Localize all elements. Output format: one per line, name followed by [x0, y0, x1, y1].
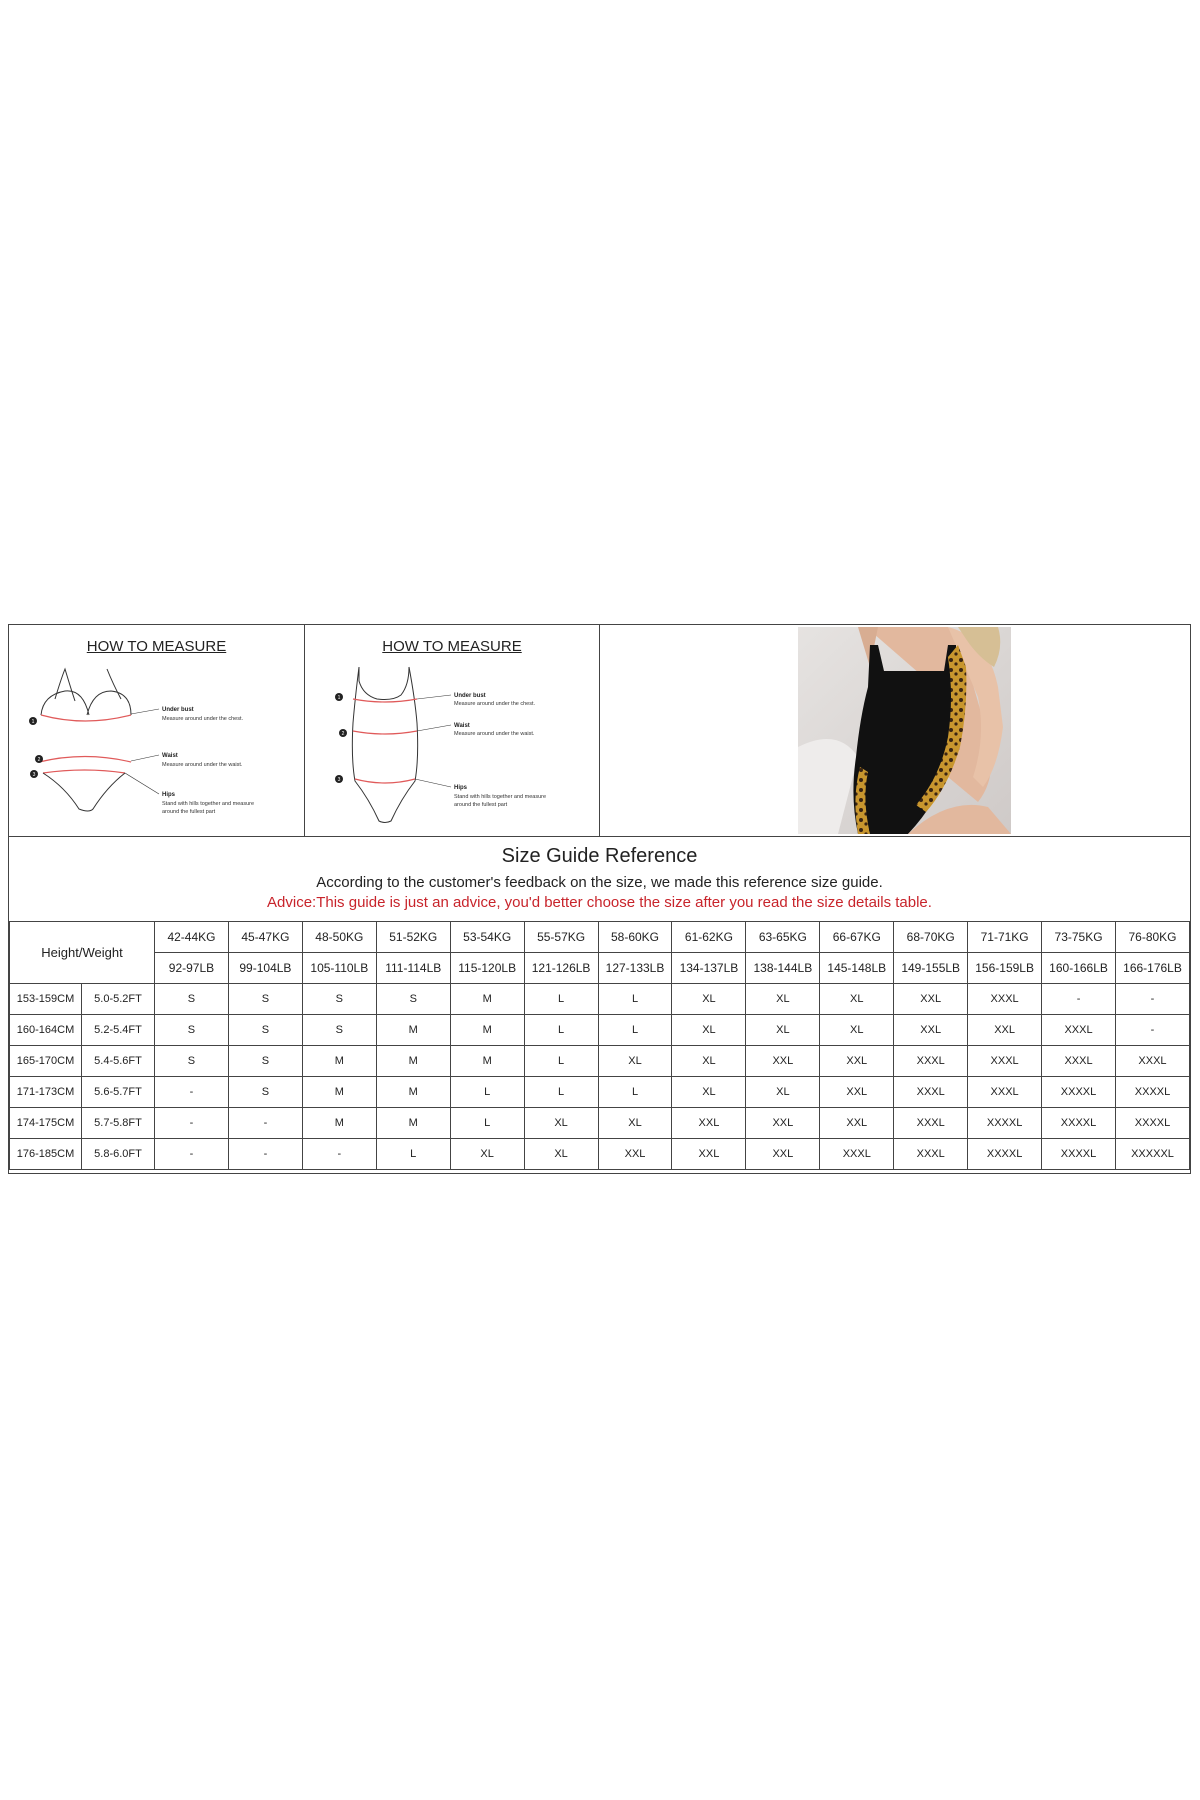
height-cm-cell: 171-173CM — [10, 1077, 82, 1108]
size-cell: M — [302, 1077, 376, 1108]
size-cell: - — [155, 1108, 229, 1139]
label-under-bust-desc: Measure around under the chest. — [454, 701, 536, 707]
table-row — [10, 1139, 1190, 1170]
weight-lb-header: 121-126LB — [524, 953, 598, 984]
weight-kg-header: 48-50KG — [302, 922, 376, 953]
size-cell: XL — [746, 1015, 820, 1046]
size-cell: XXXXL — [1116, 1108, 1190, 1139]
size-cell: - — [228, 1108, 302, 1139]
size-cell: XXL — [672, 1108, 746, 1139]
weight-lb-header: 92-97LB — [155, 953, 229, 984]
size-cell: S — [228, 1015, 302, 1046]
weight-kg-header: 51-52KG — [376, 922, 450, 953]
size-cell: L — [450, 1077, 524, 1108]
label-hips-desc-1: Stand with hills together and measure — [162, 801, 255, 807]
size-cell: - — [1116, 984, 1190, 1015]
label-under-bust: Under bust — [162, 707, 194, 713]
size-cell: XXXL — [1042, 1015, 1116, 1046]
table-row — [10, 1046, 1190, 1077]
measure-panel-bikini — [9, 625, 305, 836]
size-cell: S — [302, 1015, 376, 1046]
height-cm-cell: 176-185CM — [10, 1139, 82, 1170]
size-cell: XXXXXL — [1116, 1139, 1190, 1170]
size-cell: L — [524, 1077, 598, 1108]
weight-lb-header: 166-176LB — [1116, 953, 1190, 984]
size-cell: XXL — [894, 1015, 968, 1046]
size-cell: XL — [598, 1046, 672, 1077]
label-waist-desc: Measure around under the waist. — [454, 731, 535, 737]
guide-advice: Advice:This guide is just an advice, you'd better choose the size after you read the size details table. — [267, 894, 932, 911]
size-cell: XL — [746, 984, 820, 1015]
size-cell: M — [376, 1077, 450, 1108]
size-cell: XXXL — [820, 1139, 894, 1170]
table-row — [10, 984, 1190, 1015]
table-row — [10, 1077, 1190, 1108]
weight-lb-header: 127-133LB — [598, 953, 672, 984]
panel-title: HOW TO MEASURE — [382, 638, 522, 655]
size-cell: M — [450, 1046, 524, 1077]
height-ft-cell: 5.6-5.7FT — [82, 1077, 155, 1108]
size-cell: XL — [598, 1108, 672, 1139]
weight-kg-header: 71-71KG — [968, 922, 1042, 953]
size-cell: S — [228, 984, 302, 1015]
size-cell: S — [228, 1046, 302, 1077]
weight-kg-header: 42-44KG — [155, 922, 229, 953]
weight-lb-header: 156-159LB — [968, 953, 1042, 984]
size-cell: XXL — [672, 1139, 746, 1170]
header-row-kg — [10, 922, 1190, 953]
weight-kg-header: 73-75KG — [1042, 922, 1116, 953]
size-cell: - — [228, 1139, 302, 1170]
table-row — [10, 1015, 1190, 1046]
size-cell: XXXL — [1116, 1046, 1190, 1077]
size-cell: XL — [672, 1077, 746, 1108]
size-cell: M — [376, 1046, 450, 1077]
size-cell: XXXL — [894, 1108, 968, 1139]
weight-lb-header: 160-166LB — [1042, 953, 1116, 984]
size-cell: XXXL — [894, 1046, 968, 1077]
one-piece-diagram-icon — [305, 659, 600, 834]
marker-3: 3 — [337, 777, 341, 783]
size-cell: M — [450, 984, 524, 1015]
size-cell: XXL — [746, 1139, 820, 1170]
size-cell: S — [155, 984, 229, 1015]
size-cell: M — [302, 1108, 376, 1139]
marker-3: 3 — [32, 772, 36, 778]
label-hips: Hips — [162, 792, 176, 798]
measure-panel-one-piece — [305, 625, 600, 836]
height-cm-cell: 153-159CM — [10, 984, 82, 1015]
marker-1: 1 — [31, 719, 35, 725]
weight-lb-header: 134-137LB — [672, 953, 746, 984]
size-cell: XXL — [820, 1108, 894, 1139]
size-cell: XL — [672, 1015, 746, 1046]
weight-lb-header: 115-120LB — [450, 953, 524, 984]
label-under-bust: Under bust — [454, 693, 486, 699]
size-cell: - — [302, 1139, 376, 1170]
header-row-lb — [10, 953, 1190, 984]
size-cell: M — [302, 1046, 376, 1077]
size-guide-card — [8, 624, 1191, 1174]
size-cell: L — [524, 984, 598, 1015]
size-cell: - — [1042, 984, 1116, 1015]
label-waist: Waist — [162, 753, 178, 759]
marker-2: 2 — [37, 757, 41, 763]
size-cell: XL — [820, 984, 894, 1015]
size-cell: - — [155, 1077, 229, 1108]
height-ft-cell: 5.4-5.6FT — [82, 1046, 155, 1077]
size-cell: XXXXL — [1042, 1139, 1116, 1170]
label-waist-desc: Measure around under the waist. — [162, 762, 243, 768]
size-cell: S — [228, 1077, 302, 1108]
size-guide-header — [9, 836, 1190, 922]
weight-lb-header: 138-144LB — [746, 953, 820, 984]
size-cell: XXL — [820, 1046, 894, 1077]
label-hips-desc-2: around the fullest part — [162, 809, 216, 815]
size-cell: - — [155, 1139, 229, 1170]
size-cell: XXL — [894, 984, 968, 1015]
size-cell: XL — [820, 1015, 894, 1046]
weight-kg-header: 68-70KG — [894, 922, 968, 953]
size-cell: M — [450, 1015, 524, 1046]
size-cell: M — [376, 1015, 450, 1046]
size-cell: L — [598, 1077, 672, 1108]
weight-lb-header: 111-114LB — [376, 953, 450, 984]
size-cell: XXL — [746, 1046, 820, 1077]
height-ft-cell: 5.8-6.0FT — [82, 1139, 155, 1170]
weight-lb-header: 105-110LB — [302, 953, 376, 984]
weight-kg-header: 76-80KG — [1116, 922, 1190, 953]
size-cell: S — [376, 984, 450, 1015]
size-cell: L — [524, 1015, 598, 1046]
size-cell: XXXXL — [968, 1108, 1042, 1139]
size-cell: XXXL — [1042, 1046, 1116, 1077]
weight-lb-header: 149-155LB — [894, 953, 968, 984]
marker-1: 1 — [337, 695, 341, 701]
table-row — [10, 1108, 1190, 1139]
label-hips: Hips — [454, 785, 468, 791]
size-cell: XXL — [746, 1108, 820, 1139]
height-cm-cell: 174-175CM — [10, 1108, 82, 1139]
label-under-bust-desc: Measure around under the chest. — [162, 716, 244, 722]
size-cell: XXXXL — [968, 1139, 1042, 1170]
product-photo-panel — [600, 625, 1192, 836]
guide-title: Size Guide Reference — [501, 845, 698, 867]
size-cell: XXXL — [968, 984, 1042, 1015]
size-cell: XXL — [820, 1077, 894, 1108]
size-cell: XXXL — [894, 1077, 968, 1108]
size-cell: XXXXL — [1042, 1077, 1116, 1108]
size-cell: L — [524, 1046, 598, 1077]
size-cell: - — [1116, 1015, 1190, 1046]
size-cell: S — [155, 1046, 229, 1077]
size-cell: S — [302, 984, 376, 1015]
height-ft-cell: 5.2-5.4FT — [82, 1015, 155, 1046]
size-cell: XL — [672, 984, 746, 1015]
size-cell: XL — [524, 1108, 598, 1139]
measure-row — [9, 625, 1190, 837]
weight-kg-header: 61-62KG — [672, 922, 746, 953]
height-ft-cell: 5.0-5.2FT — [82, 984, 155, 1015]
panel-title: HOW TO MEASURE — [86, 638, 227, 655]
size-cell: XXXL — [968, 1046, 1042, 1077]
weight-kg-header: 58-60KG — [598, 922, 672, 953]
height-cm-cell: 160-164CM — [10, 1015, 82, 1046]
weight-lb-header: 99-104LB — [228, 953, 302, 984]
size-cell: L — [598, 984, 672, 1015]
size-cell: L — [376, 1139, 450, 1170]
weight-kg-header: 45-47KG — [228, 922, 302, 953]
size-cell: XXXL — [894, 1139, 968, 1170]
size-cell: L — [598, 1015, 672, 1046]
corner-label: Height/Weight — [10, 922, 155, 984]
bikini-diagram-icon — [9, 659, 305, 834]
size-cell: XXXXL — [1042, 1108, 1116, 1139]
size-cell: XL — [672, 1046, 746, 1077]
size-cell: XL — [746, 1077, 820, 1108]
size-cell: L — [450, 1108, 524, 1139]
guide-subtitle: According to the customer's feedback on the size, we made this reference size guide. — [316, 874, 883, 891]
size-cell: XXXXL — [1116, 1077, 1190, 1108]
weight-kg-header: 53-54KG — [450, 922, 524, 953]
weight-kg-header: 66-67KG — [820, 922, 894, 953]
marker-2: 2 — [341, 731, 345, 737]
weight-lb-header: 145-148LB — [820, 953, 894, 984]
size-cell: S — [155, 1015, 229, 1046]
size-cell: XL — [524, 1139, 598, 1170]
label-hips-desc-2: around the fullest part — [454, 802, 508, 808]
label-waist: Waist — [454, 723, 470, 729]
weight-kg-header: 55-57KG — [524, 922, 598, 953]
weight-kg-header: 63-65KG — [746, 922, 820, 953]
height-cm-cell: 165-170CM — [10, 1046, 82, 1077]
height-ft-cell: 5.7-5.8FT — [82, 1108, 155, 1139]
size-cell: XL — [450, 1139, 524, 1170]
size-cell: XXL — [598, 1139, 672, 1170]
size-cell: M — [376, 1108, 450, 1139]
swimsuit-photo — [798, 627, 1011, 834]
label-hips-desc-1: Stand with hills together and measure — [454, 794, 547, 800]
size-table — [9, 921, 1190, 1170]
size-cell: XXXL — [968, 1077, 1042, 1108]
size-cell: XXL — [968, 1015, 1042, 1046]
